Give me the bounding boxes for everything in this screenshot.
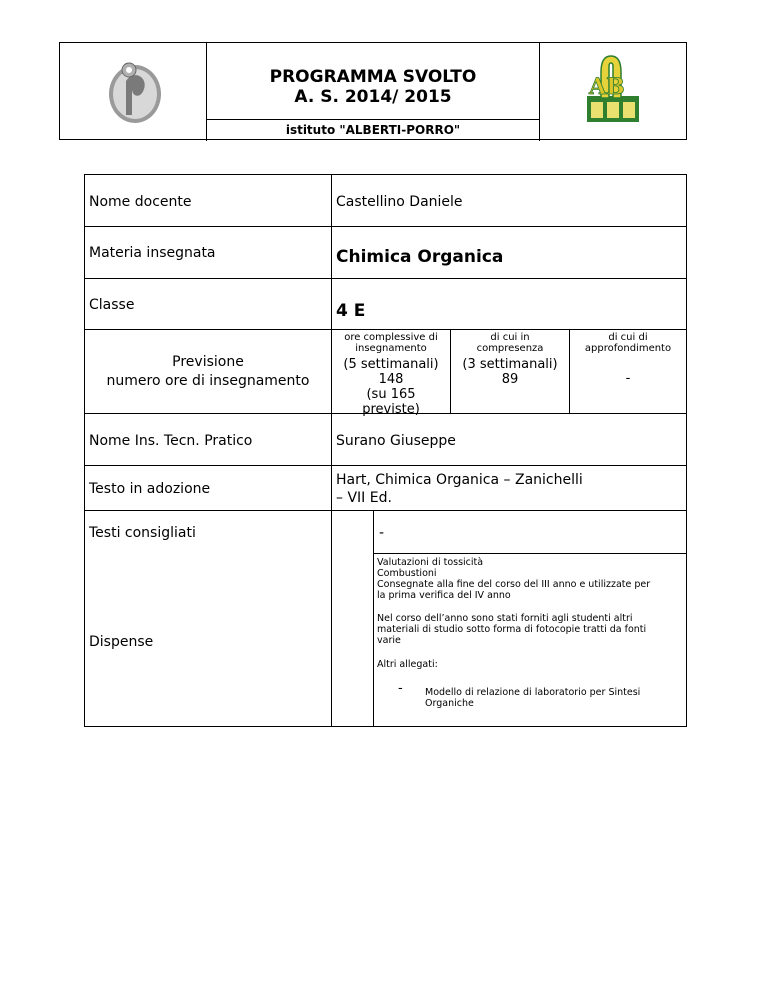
- text-line: Valutazioni di tossicità: [377, 557, 484, 568]
- row-divider: [85, 329, 686, 330]
- label-previsione: [85, 353, 331, 391]
- column-divider: [331, 175, 332, 726]
- value-line: (3 settimanali): [462, 357, 558, 372]
- value-line: previste): [362, 402, 420, 417]
- allegato-item: [425, 687, 685, 709]
- value-materia: Chimica Organica: [336, 247, 504, 267]
- value-testo-adozione: [336, 471, 583, 507]
- institute-logo-left: [104, 59, 166, 125]
- column-divider: [373, 510, 374, 726]
- row-divider: [373, 553, 686, 554]
- value-line: 89: [501, 372, 519, 387]
- label-testo-adozione: Testo in adozione: [89, 481, 211, 497]
- value-approfondimento: -: [625, 371, 631, 386]
- institute-logo-right: [583, 52, 643, 126]
- value-line: (su 165: [366, 387, 416, 402]
- header-line: compresenza: [476, 343, 544, 354]
- value-line: 148: [378, 372, 404, 387]
- header-line: insegnamento: [355, 343, 427, 354]
- column-header-compresenza: [451, 332, 569, 354]
- title-line: PROGRAMMA SVOLTO: [269, 67, 477, 87]
- header-line: di cui in: [490, 332, 530, 343]
- allegati-label: Altri allegati:: [377, 659, 438, 670]
- value-line: Hart, Chimica Organica – Zanichelli: [336, 472, 583, 488]
- column-header-approfondimento: [570, 332, 686, 354]
- text-line: Consegnate alla fine del corso del III anno e utilizzate per: [377, 579, 651, 590]
- text-line: Nel corso dell’anno sono stati forniti agli studenti altri: [377, 613, 633, 624]
- label-testi-consigliati: Testi consigliati: [89, 525, 196, 541]
- dispense-paragraph: [377, 557, 683, 601]
- label-line: Previsione: [172, 354, 244, 370]
- header-line: ore complessive di: [344, 332, 438, 343]
- row-divider: [85, 465, 686, 466]
- label-classe: Classe: [89, 297, 135, 313]
- value-testi-consigliati: -: [379, 525, 385, 541]
- text-line: Modello di relazione di laboratorio per Sintesi: [425, 687, 641, 698]
- header-line: di cui di: [608, 332, 648, 343]
- label-line: numero ore di insegnamento: [106, 373, 310, 389]
- column-header-ore-complessive: [332, 332, 450, 354]
- header-line: approfondimento: [584, 343, 672, 354]
- institute-name: istituto "ALBERTI-PORRO": [285, 123, 461, 137]
- row-divider: [85, 278, 686, 279]
- value-compresenza: [451, 357, 569, 387]
- text-line: la prima verifica del IV anno: [377, 590, 511, 601]
- dispense-paragraph: [377, 613, 683, 646]
- value-classe: 4 E: [336, 301, 366, 321]
- bullet-dash: -: [398, 681, 403, 696]
- row-divider: [85, 226, 686, 227]
- label-ins-tecn-pratico: Nome Ins. Tecn. Pratico: [89, 433, 253, 449]
- value-ins-tecn-pratico: Surano Giuseppe: [336, 433, 456, 449]
- text-line: varie: [377, 635, 401, 646]
- value-ore-complessive: [332, 357, 450, 417]
- value-nome-docente: Castellino Daniele: [336, 194, 463, 210]
- text-line: Organiche: [425, 698, 474, 709]
- value-line: (5 settimanali): [343, 357, 439, 372]
- text-line: Combustioni: [377, 568, 437, 579]
- info-table: [84, 174, 687, 727]
- label-materia: Materia insegnata: [89, 245, 216, 261]
- label-dispense: Dispense: [89, 634, 154, 650]
- header-divider: [539, 43, 540, 141]
- header-box: [59, 42, 687, 140]
- document-title: [207, 67, 539, 107]
- row-divider: [85, 510, 686, 511]
- label-nome-docente: Nome docente: [89, 194, 192, 210]
- header-divider: [206, 119, 539, 120]
- logo-lettering: AB: [589, 74, 625, 100]
- title-line: A. S. 2014/ 2015: [294, 87, 452, 107]
- value-line: – VII Ed.: [336, 490, 392, 506]
- text-line: materiali di studio sotto forma di fotocopie tratti da fonti: [377, 624, 647, 635]
